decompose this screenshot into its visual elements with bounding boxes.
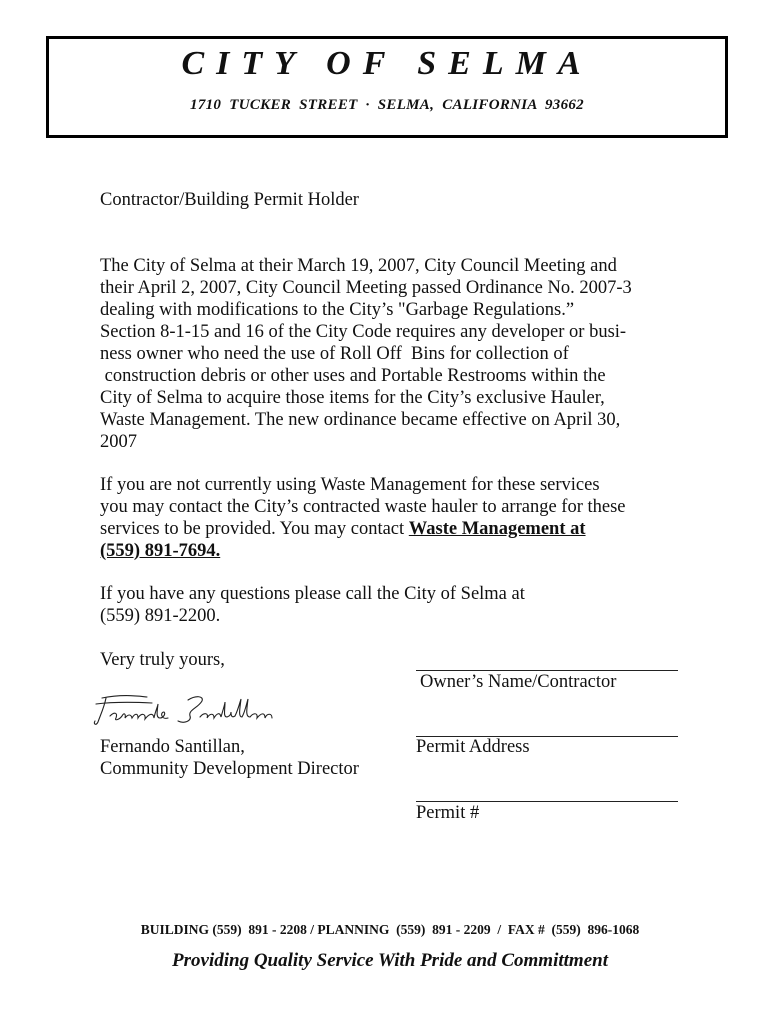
salutation: Contractor/Building Permit Holder xyxy=(100,190,359,210)
paragraph-waste-management xyxy=(100,474,626,562)
paragraph-line: you may contact the City’s contracted waste hauler to arrange for these xyxy=(100,497,626,517)
waste-management-phone: (559) 891-7694. xyxy=(100,541,221,561)
paragraph-line: their April 2, 2007, City Council Meeting passed Ordinance No. 2007-3 xyxy=(100,278,632,298)
paragraph-line: construction debris or other uses and Portable Restrooms within the xyxy=(100,366,606,386)
paragraph-line: City of Selma to acquire those items for the City’s exclusive Hauler, xyxy=(100,388,605,408)
city-name-heading: CITY OF SELMA xyxy=(181,45,593,82)
permit-address-label: Permit Address xyxy=(416,737,530,757)
letterhead xyxy=(46,36,728,138)
paragraph-line: Section 8-1-15 and 16 of the City Code requires any developer or busi- xyxy=(100,322,627,342)
footer-tagline: Providing Quality Service With Pride and Committment xyxy=(172,950,608,971)
paragraph-ordinance xyxy=(100,255,632,453)
handwritten-signature xyxy=(92,690,292,734)
paragraph-line: ness owner who need the use of Roll Off Bins for collection of xyxy=(100,344,569,364)
signer-name: Fernando Santillan, xyxy=(100,737,245,757)
paragraph-line: 2007 xyxy=(100,432,137,452)
paragraph-line: Waste Management. The new ordinance became effective on April 30, xyxy=(100,410,621,430)
signer-title: Community Development Director xyxy=(100,759,359,779)
closing: Very truly yours, xyxy=(100,650,225,670)
footer-phone-numbers: BUILDING (559) 891 - 2208 / PLANNING (559) 891 - 2209 / FAX # (559) 896-1068 xyxy=(140,922,640,937)
paragraph-line xyxy=(100,518,626,540)
paragraph-questions xyxy=(100,583,525,627)
waste-management-contact: Waste Management at xyxy=(408,519,586,539)
contact-prefix: services to be provided. You may contact xyxy=(100,519,409,539)
city-phone: (559) 891-2200. xyxy=(100,606,221,626)
owner-name-label: Owner’s Name/Contractor xyxy=(420,672,617,692)
paragraph-line: The City of Selma at their March 19, 2007, City Council Meeting and xyxy=(100,256,617,276)
paragraph-line: If you have any questions please call the City of Selma at xyxy=(100,584,525,604)
paragraph-line: dealing with modifications to the City’s "Garbage Regulations.” xyxy=(100,300,575,320)
city-address: 1710 TUCKER STREET · SELMA, CALIFORNIA 93662 xyxy=(190,97,584,113)
permit-number-label: Permit # xyxy=(416,803,480,823)
paragraph-line: If you are not currently using Waste Management for these services xyxy=(100,475,600,495)
